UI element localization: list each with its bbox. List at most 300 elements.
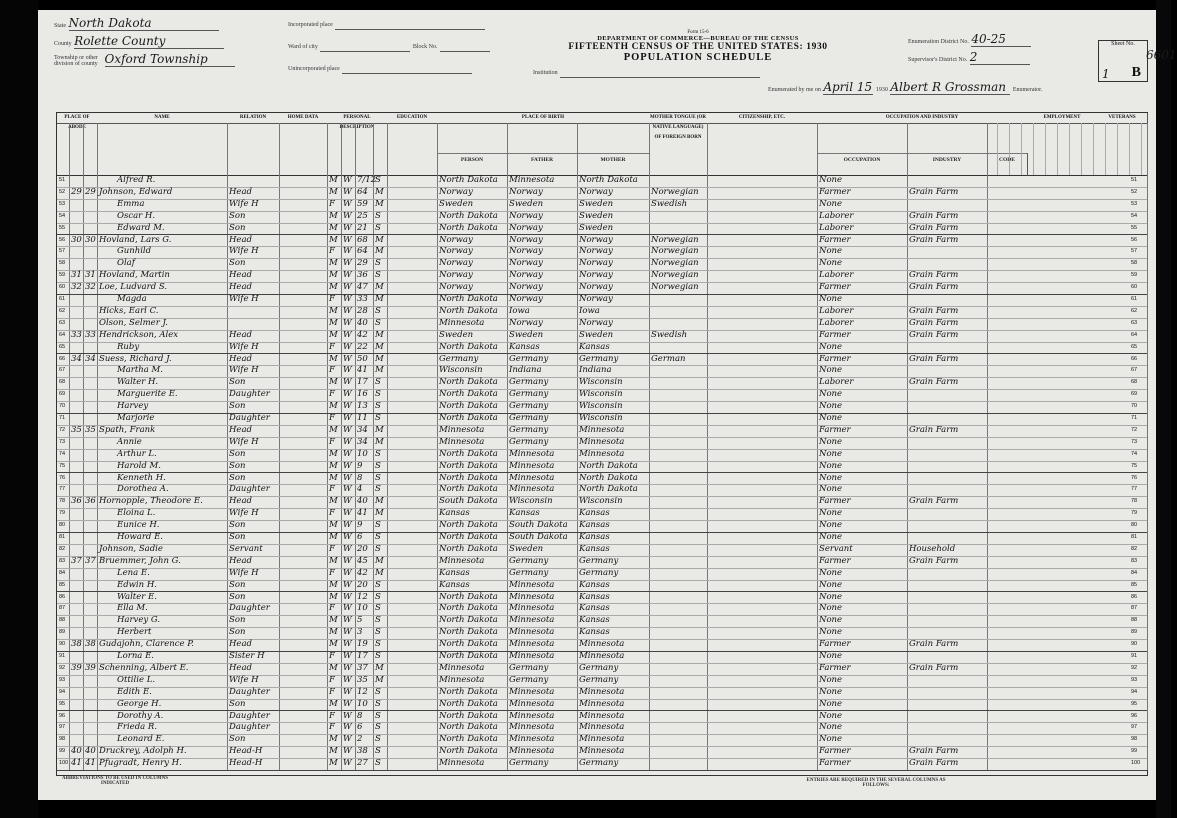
cell-occ: None (819, 627, 843, 638)
cell-age: 38 (357, 746, 368, 757)
cell-age: 42 (357, 329, 368, 340)
cell-mpob: Norway (579, 282, 613, 293)
cell-ln-right: 62 (1131, 307, 1138, 314)
cell-rel: Head (229, 639, 252, 650)
cell-sex: F (329, 413, 335, 423)
cell-pob: South Dakota (439, 496, 498, 507)
cell-age: 5 (357, 615, 363, 626)
cell-occ: Farmer (819, 639, 851, 650)
cell-ln: 70 (59, 403, 66, 410)
institution-field (533, 66, 760, 78)
cell-fpob: Norway (509, 294, 543, 304)
scan-border-left (0, 0, 38, 818)
unincorporated-label: Unincorporated place (288, 66, 340, 72)
cell-ms: S (375, 210, 381, 221)
cell-pob: North Dakota (439, 210, 498, 221)
cell-name: Harvey G. (117, 615, 161, 626)
cell-age: 6 (357, 532, 363, 542)
cell-age: 64 (357, 246, 368, 257)
cell-pob: Minnesota (439, 662, 485, 673)
cell-mpob: Germany (579, 758, 619, 769)
cell-race: W (343, 698, 352, 709)
cell-mpob: Iowa (579, 305, 600, 316)
cell-occ: None (819, 520, 843, 531)
cell-ms: M (375, 424, 384, 435)
cell-occ: Farmer (819, 329, 851, 340)
cell-fpob: Germany (509, 401, 549, 412)
cell-ln: 91 (59, 653, 66, 659)
cell-fpob: Minnesota (509, 484, 555, 495)
cell-pob: Kansas (439, 567, 470, 578)
cell-ln-right: 64 (1131, 331, 1138, 338)
cell-occ: None (819, 258, 843, 269)
cell-ln-right: 82 (1131, 545, 1138, 552)
cell-age: 27 (357, 758, 368, 769)
cell-rel: Wife H (229, 567, 259, 578)
cell-ln: 67 (59, 367, 66, 374)
cell-fpob: Sweden (509, 198, 544, 209)
cell-age: 22 (357, 341, 368, 352)
cell-pob: North Dakota (439, 591, 498, 602)
cell-fpob: Minnesota (509, 460, 555, 471)
cell-age: 17 (357, 377, 368, 388)
cell-age: 41 (357, 508, 368, 519)
cell-name: Ella M. (117, 603, 148, 614)
cell-rel: Head (229, 353, 252, 364)
cell-sex: M (329, 615, 338, 626)
cell-name: Druckrey, Adolph H. (99, 746, 187, 757)
cell-sex: M (329, 758, 338, 769)
cell-occ: None (819, 508, 843, 519)
cell-ms: S (375, 222, 381, 233)
cell-race: W (343, 651, 352, 661)
abbreviations-note: ABBREVIATIONS TO BE USED IN COLUMNS INDICATED (62, 776, 168, 786)
cell-sex: M (329, 258, 338, 269)
cell-pob: North Dakota (439, 175, 498, 185)
cell-sex: M (329, 234, 338, 245)
sheet-letter: B (1131, 65, 1141, 80)
cell-mpob: Kansas (579, 627, 610, 638)
cell-ln: 98 (59, 736, 66, 743)
cell-ms: S (375, 639, 381, 650)
cell-ln: 64 (59, 331, 66, 338)
cell-ln: 100 (59, 760, 69, 767)
cell-rel: Head (229, 424, 252, 435)
cell-ln: 75 (59, 462, 66, 469)
cell-ms: S (375, 317, 381, 328)
cell-ln-right: 54 (1131, 212, 1138, 219)
cell-ln: 58 (59, 260, 66, 267)
cell-fpob: Germany (509, 353, 549, 364)
cell-race: W (343, 543, 352, 554)
cell-ln-right: 93 (1131, 676, 1138, 683)
cell-age: 8 (357, 710, 363, 721)
cell-dw: 37 (71, 555, 82, 566)
cell-sex: M (329, 532, 338, 542)
cell-occ: None (819, 389, 843, 400)
column-group-header: RELATION (227, 113, 280, 124)
cell-pob: Wisconsin (439, 365, 483, 376)
enumerator-name: Albert R Grossman (890, 80, 1010, 95)
cell-ln: 95 (59, 700, 66, 707)
cell-mpob: Minnesota (579, 448, 625, 459)
cell-sex: M (329, 746, 338, 757)
cell-fam: 40 (85, 746, 96, 757)
cell-race: W (343, 639, 352, 650)
cell-sex: M (329, 734, 338, 745)
cell-ln: 79 (59, 510, 66, 517)
cell-fpob: Sweden (509, 329, 544, 340)
cell-pob: North Dakota (439, 294, 498, 304)
cell-ln: 92 (59, 664, 66, 671)
cell-ln: 85 (59, 581, 66, 588)
cell-occ: None (819, 567, 843, 578)
cell-occ: Laborer (819, 377, 854, 388)
cell-occ: None (819, 698, 843, 709)
cell-ms: S (375, 305, 381, 316)
cell-sex: M (329, 222, 338, 233)
column-group-header: HOME DATA (279, 113, 328, 124)
cell-ms: S (375, 460, 381, 471)
cell-dw: 40 (71, 746, 82, 757)
cell-mpob: Kansas (579, 615, 610, 626)
cell-sex: F (329, 674, 335, 685)
unincorporated-field (288, 62, 472, 74)
cell-pob: Kansas (439, 508, 470, 519)
cell-name: Frieda R. (117, 722, 158, 733)
county-label: County (54, 41, 72, 47)
cell-age: 21 (357, 222, 368, 233)
cell-sex: F (329, 341, 335, 352)
cell-ms: S (375, 579, 381, 590)
cell-occ: None (819, 603, 843, 614)
population-table (56, 112, 1148, 776)
cell-ln-right: 65 (1131, 343, 1138, 350)
cell-ln: 60 (59, 284, 66, 291)
cell-occ: None (819, 734, 843, 745)
cell-race: W (343, 674, 352, 685)
cell-sex: M (329, 448, 338, 459)
cell-race: W (343, 365, 352, 376)
cell-lang: Norwegian (651, 270, 699, 281)
supervisor-district-field (908, 50, 1030, 65)
cell-race: W (343, 424, 352, 435)
cell-ln-right: 75 (1131, 462, 1138, 469)
enumeration-district-label: Enumeration District No. (908, 39, 969, 45)
enumeration-district-value: 40-25 (971, 32, 1031, 47)
cell-pob: Minnesota (439, 674, 485, 685)
cell-ind: Grain Farm (909, 758, 959, 769)
cell-occ: Farmer (819, 186, 851, 197)
cell-dw: 31 (71, 270, 82, 281)
cell-race: W (343, 627, 352, 638)
cell-ln: 97 (59, 724, 66, 731)
cell-fpob: Norway (509, 282, 543, 293)
cell-pob: North Dakota (439, 734, 498, 745)
cell-fpob: Norway (509, 234, 543, 245)
ward-field (288, 40, 490, 52)
cell-mpob: Norway (579, 258, 613, 269)
cell-pob: North Dakota (439, 698, 498, 709)
cell-rel: Wife H (229, 246, 259, 257)
cell-mpob: Indiana (579, 365, 612, 376)
cell-name: Lena E. (117, 567, 150, 578)
cell-pob: North Dakota (439, 341, 498, 352)
cell-sex: F (329, 567, 335, 578)
cell-age: 29 (357, 258, 368, 269)
cell-ms: M (375, 341, 384, 352)
cell-rel: Wife H (229, 674, 259, 685)
cell-ln-right: 60 (1131, 284, 1138, 291)
cell-pob: North Dakota (439, 722, 498, 733)
cell-ind: Grain Farm (909, 305, 959, 316)
cell-ln: 94 (59, 688, 66, 695)
cell-sex: M (329, 377, 338, 388)
cell-pob: North Dakota (439, 686, 498, 697)
cell-pob: North Dakota (439, 615, 498, 626)
cell-race: W (343, 448, 352, 459)
cell-occ: Farmer (819, 662, 851, 673)
cell-age: 10 (357, 698, 368, 709)
cell-fpob: Minnesota (509, 651, 555, 661)
cell-fpob: Minnesota (509, 698, 555, 709)
cell-ln: 71 (59, 415, 66, 421)
cell-race: W (343, 746, 352, 757)
cell-name: Alfred R. (117, 175, 156, 185)
column-subheader: PERSON (437, 153, 508, 176)
cell-ln-right: 95 (1131, 700, 1138, 707)
cell-race: W (343, 472, 352, 483)
cell-pob: North Dakota (439, 746, 498, 757)
cell-ms: S (375, 532, 381, 542)
cell-name: Hovland, Martin (99, 270, 170, 281)
cell-ind: Grain Farm (909, 222, 959, 233)
cell-ms: M (375, 365, 384, 376)
cell-ms: M (375, 662, 384, 673)
cell-mpob: Minnesota (579, 722, 625, 733)
cell-rel: Head (229, 329, 252, 340)
cell-age: 11 (357, 413, 368, 423)
cell-fam: 36 (85, 496, 96, 507)
scan-border-right (1156, 0, 1171, 818)
cell-ln: 59 (59, 272, 66, 279)
cell-occ: Laborer (819, 270, 854, 281)
cell-rel: Son (229, 472, 246, 483)
cell-age: 17 (357, 651, 368, 661)
cell-age: 35 (357, 674, 368, 685)
cell-rel: Sister H (229, 651, 265, 661)
cell-ms: S (375, 627, 381, 638)
sheet-number-box (1098, 40, 1148, 82)
cell-ms: M (375, 246, 384, 257)
cell-occ: None (819, 710, 843, 721)
cell-occ: Farmer (819, 496, 851, 507)
cell-mpob: Germany (579, 353, 619, 364)
cell-ln: 80 (59, 522, 66, 529)
cell-rel: Daughter (229, 722, 270, 733)
cell-sex: M (329, 317, 338, 328)
cell-occ: None (819, 413, 843, 423)
cell-race: W (343, 246, 352, 257)
cell-rel: Daughter (229, 484, 270, 495)
cell-ln: 99 (59, 748, 66, 755)
schedule-title: POPULATION SCHEDULE (623, 52, 773, 63)
cell-name: Pfugradt, Henry H. (99, 758, 182, 769)
cell-rel: Daughter (229, 389, 270, 400)
cell-ms: S (375, 734, 381, 745)
cell-pob: North Dakota (439, 222, 498, 233)
cell-occ: Laborer (819, 222, 854, 233)
cell-lang: Norwegian (651, 234, 699, 245)
cell-name: Martha M. (117, 365, 163, 376)
cell-age: 12 (357, 591, 368, 602)
cell-pob: Norway (439, 246, 473, 257)
cell-ln-right: 99 (1131, 748, 1138, 755)
cell-ln: 62 (59, 307, 66, 314)
cell-age: 9 (357, 520, 363, 531)
cell-sex: M (329, 210, 338, 221)
cell-age: 40 (357, 496, 368, 507)
cell-ms: S (375, 758, 381, 769)
cell-occ: None (819, 484, 843, 495)
cell-age: 9 (357, 460, 363, 471)
cell-sex: M (329, 662, 338, 673)
cell-ind: Grain Farm (909, 555, 959, 566)
cell-occ: None (819, 722, 843, 733)
cell-ln: 93 (59, 676, 66, 683)
cell-name: Eloina L. (117, 508, 156, 519)
cell-mpob: Kansas (579, 579, 610, 590)
cell-pob: North Dakota (439, 710, 498, 721)
cell-mpob: Germany (579, 555, 619, 566)
cell-fpob: Wisconsin (509, 496, 553, 507)
cell-race: W (343, 317, 352, 328)
cell-fam: 39 (85, 662, 96, 673)
cell-age: 6 (357, 722, 363, 733)
cell-fpob: Minnesota (509, 615, 555, 626)
cell-name: Marjorie (117, 413, 155, 423)
cell-race: W (343, 615, 352, 626)
cell-mpob: Minnesota (579, 639, 625, 650)
cell-sex: M (329, 496, 338, 507)
cell-ln: 88 (59, 617, 66, 624)
cell-name: Spath, Frank (99, 424, 156, 435)
table-row (57, 758, 1147, 771)
cell-name: Marguerite E. (117, 389, 178, 400)
enumerated-label: Enumerated by me on (768, 87, 821, 93)
cell-pob: North Dakota (439, 520, 498, 531)
cell-ln-right: 71 (1131, 415, 1138, 421)
cell-fam: 41 (85, 758, 96, 769)
cell-age: 41 (357, 365, 368, 376)
column-group-header: VETERANS (1097, 113, 1148, 124)
cell-sex: F (329, 722, 335, 733)
cell-ms: S (375, 270, 381, 281)
cell-ln-right: 87 (1131, 605, 1138, 612)
cell-sex: M (329, 591, 338, 602)
cell-fpob: Norway (509, 317, 543, 328)
cell-mpob: Kansas (579, 520, 610, 531)
cell-rel: Son (229, 210, 246, 221)
cell-name: Hendrickson, Alex (99, 329, 179, 340)
cell-fam: 30 (85, 234, 96, 245)
cell-name: Bruemmer, John G. (99, 555, 181, 566)
cell-sex: F (329, 436, 335, 447)
cell-race: W (343, 175, 352, 185)
cell-rel: Head (229, 186, 252, 197)
cell-pob: Sweden (439, 198, 474, 209)
enumerator-suffix: Enumerator. (1012, 87, 1043, 93)
department-title: DEPARTMENT OF COMMERCE—BUREAU OF THE CENSUS (597, 35, 799, 42)
cell-age: 20 (357, 543, 368, 554)
cell-fpob: South Dakota (509, 520, 568, 531)
cell-ms: S (375, 175, 381, 185)
cell-ln: 55 (59, 224, 66, 231)
cell-age: 3 (357, 627, 363, 638)
cell-ind: Grain Farm (909, 270, 959, 281)
cell-name: Eunice H. (117, 520, 160, 531)
cell-age: 16 (357, 389, 368, 400)
cell-rel: Son (229, 258, 246, 269)
cell-mpob: Minnesota (579, 424, 625, 435)
cell-ms: M (375, 294, 384, 304)
cell-race: W (343, 710, 352, 721)
cell-name: Ruby (117, 341, 140, 352)
cell-rel: Son (229, 627, 246, 638)
cell-pob: Norway (439, 258, 473, 269)
cell-ln-right: 84 (1131, 569, 1138, 576)
cell-race: W (343, 603, 352, 614)
cell-race: W (343, 341, 352, 352)
cell-rel: Head (229, 555, 252, 566)
cell-pob: North Dakota (439, 639, 498, 650)
cell-ln-right: 72 (1131, 426, 1138, 433)
cell-rel: Daughter (229, 686, 270, 697)
cell-ln: 66 (59, 355, 66, 362)
cell-race: W (343, 413, 352, 423)
cell-ms: S (375, 591, 381, 602)
cell-ln: 77 (59, 486, 66, 493)
cell-occ: Farmer (819, 282, 851, 293)
cell-ms: S (375, 746, 381, 757)
cell-ln-right: 81 (1131, 534, 1138, 540)
cell-age: 40 (357, 317, 368, 328)
cell-mpob: Sweden (579, 329, 614, 340)
cell-name: Dorothea A. (117, 484, 169, 495)
cell-ms: S (375, 448, 381, 459)
state-label: State (54, 23, 66, 29)
cell-lang: Norwegian (651, 246, 699, 257)
cell-age: 68 (357, 234, 368, 245)
cell-race: W (343, 294, 352, 304)
cell-name: Johnson, Edward (99, 186, 173, 197)
cell-rel: Son (229, 460, 246, 471)
cell-fam: 32 (85, 282, 96, 293)
cell-pob: Minnesota (439, 555, 485, 566)
cell-occ: None (819, 294, 843, 304)
cell-name: Johnson, Sadie (99, 543, 163, 554)
entries-note: ENTRIES ARE REQUIRED IN THE SEVERAL COLUMNS AS FOLLOWS: (806, 778, 946, 788)
column-group-header: OCCUPATION AND INDUSTRY (817, 113, 1028, 124)
cell-rel: Son (229, 532, 246, 542)
township-value: Oxford Township (105, 52, 235, 67)
cell-ln: 72 (59, 426, 66, 433)
cell-age: 59 (357, 198, 368, 209)
cell-ms: S (375, 698, 381, 709)
cell-ln-right: 63 (1131, 319, 1138, 326)
cell-ind: Household (909, 543, 956, 554)
cell-dw: 30 (71, 234, 82, 245)
